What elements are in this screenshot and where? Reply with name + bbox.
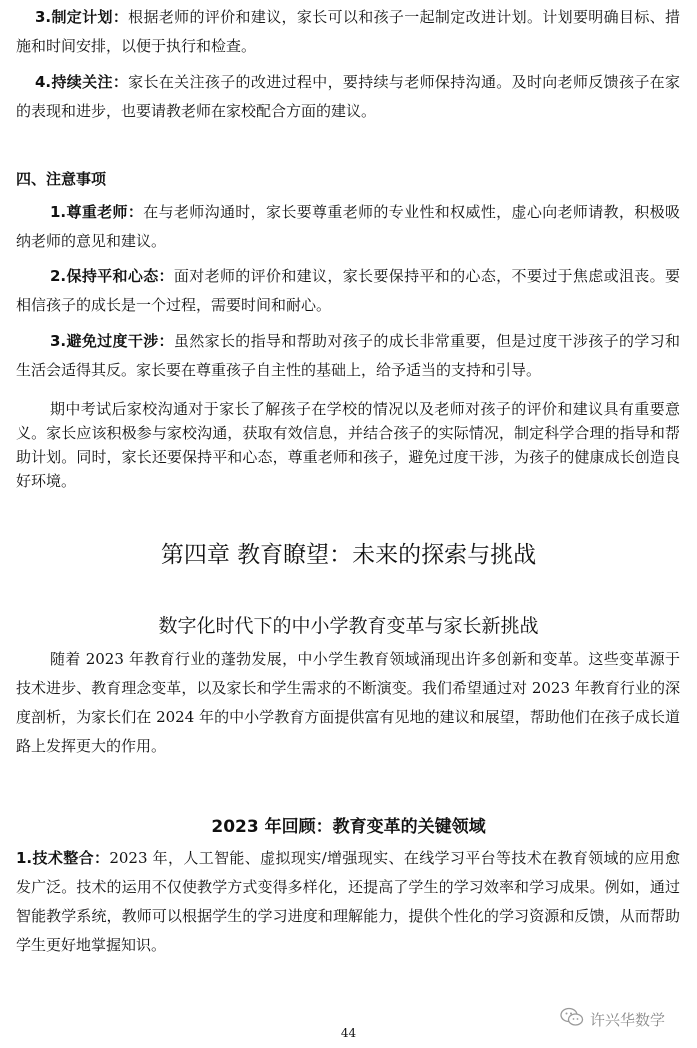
paragraph-plan bbox=[16, 3, 680, 61]
paragraph-text: 根据老师的评价和建议，家长可以和孩子一起制定改进计划。计划要明确目标、措施和时间安排，以便于执行和检查。 bbox=[16, 8, 680, 55]
list-item bbox=[16, 262, 680, 320]
list-item bbox=[16, 198, 680, 256]
item-text: 2023 年，人工智能、虚拟现实/增强现实、在线学习平台等技术在教育领域的应用愈发广泛。技术的运用不仅使教学方式变得多样化，还提高了学生的学习效率和学习成果。例如，通过智能教学系统，教师可以根据学生的学习进度和理解能力，提供个性化的学习资源和反馈，从而帮助学生更好地掌握知识。 bbox=[16, 849, 680, 954]
section-heading: 四、注意事项 bbox=[16, 170, 107, 188]
item-label: 1.尊重老师： bbox=[50, 203, 144, 221]
list-item bbox=[16, 327, 680, 385]
summary-paragraph: 期中考试后家校沟通对于家长了解孩子在学校的情况以及老师对孩子的评价和建议具有重要意义。家长应该积极参与家校沟通，获取有效信息，并结合孩子的实际情况，制定科学合理的指导和帮助计划。同时，家长还要保持平和心态，尊重老师和孩子，避免过度干涉，为孩子的健康成长创造良好环境。 bbox=[16, 400, 680, 490]
paragraph-follow-up bbox=[16, 68, 680, 126]
paragraph-label: 4.持续关注： bbox=[35, 73, 129, 91]
paragraph-label: 3.制定计划： bbox=[35, 8, 129, 26]
item-text: 在与老师沟通时，家长要尊重老师的专业性和权威性，虚心向老师请教，积极吸纳老师的意见和建议。 bbox=[16, 203, 680, 250]
item-text: 面对老师的评价和建议，家长要保持平和的心态，不要过于焦虑或沮丧。要相信孩子的成长是一个过程，需要时间和耐心。 bbox=[16, 267, 680, 314]
paragraph-text: 家长在关注孩子的改进过程中，要持续与老师保持沟通。及时向老师反馈孩子在家的表现和进步，也要请教老师在家校配合方面的建议。 bbox=[16, 73, 680, 120]
item-label: 2.保持平和心态： bbox=[50, 267, 174, 285]
page-number: 44 bbox=[340, 1026, 357, 1040]
chapter-title: 第四章 教育瞭望：未来的探索与挑战 bbox=[160, 542, 537, 568]
intro-paragraph: 随着 2023 年教育行业的蓬勃发展，中小学生教育领域涌现出许多创新和变革。这些变革源于技术进步、教育理念变革，以及家长和学生需求的不断演变。我们希望通过对 2023 年教育行业的深度剖析，为家长们在 2024 年的中小学教育方面提供富有见地的建议和展望，帮助他们在孩子成长道路上发挥更大的作用。 bbox=[16, 650, 680, 755]
item-label: 3.避免过度干涉： bbox=[50, 332, 174, 350]
review-heading: 2023 年回顾：教育变革的关键领域 bbox=[211, 817, 486, 837]
item-text: 虽然家长的指导和帮助对孩子的成长非常重要，但是过度干涉孩子的学习和生活会适得其反。家长要在尊重孩子自主性的基础上，给予适当的支持和引导。 bbox=[16, 332, 680, 379]
watermark-text: 许兴华数学 bbox=[590, 1010, 666, 1029]
review-item bbox=[16, 844, 680, 960]
chapter-subtitle: 数字化时代下的中小学教育变革与家长新挑战 bbox=[158, 615, 539, 637]
item-label: 1.技术整合： bbox=[16, 849, 110, 867]
